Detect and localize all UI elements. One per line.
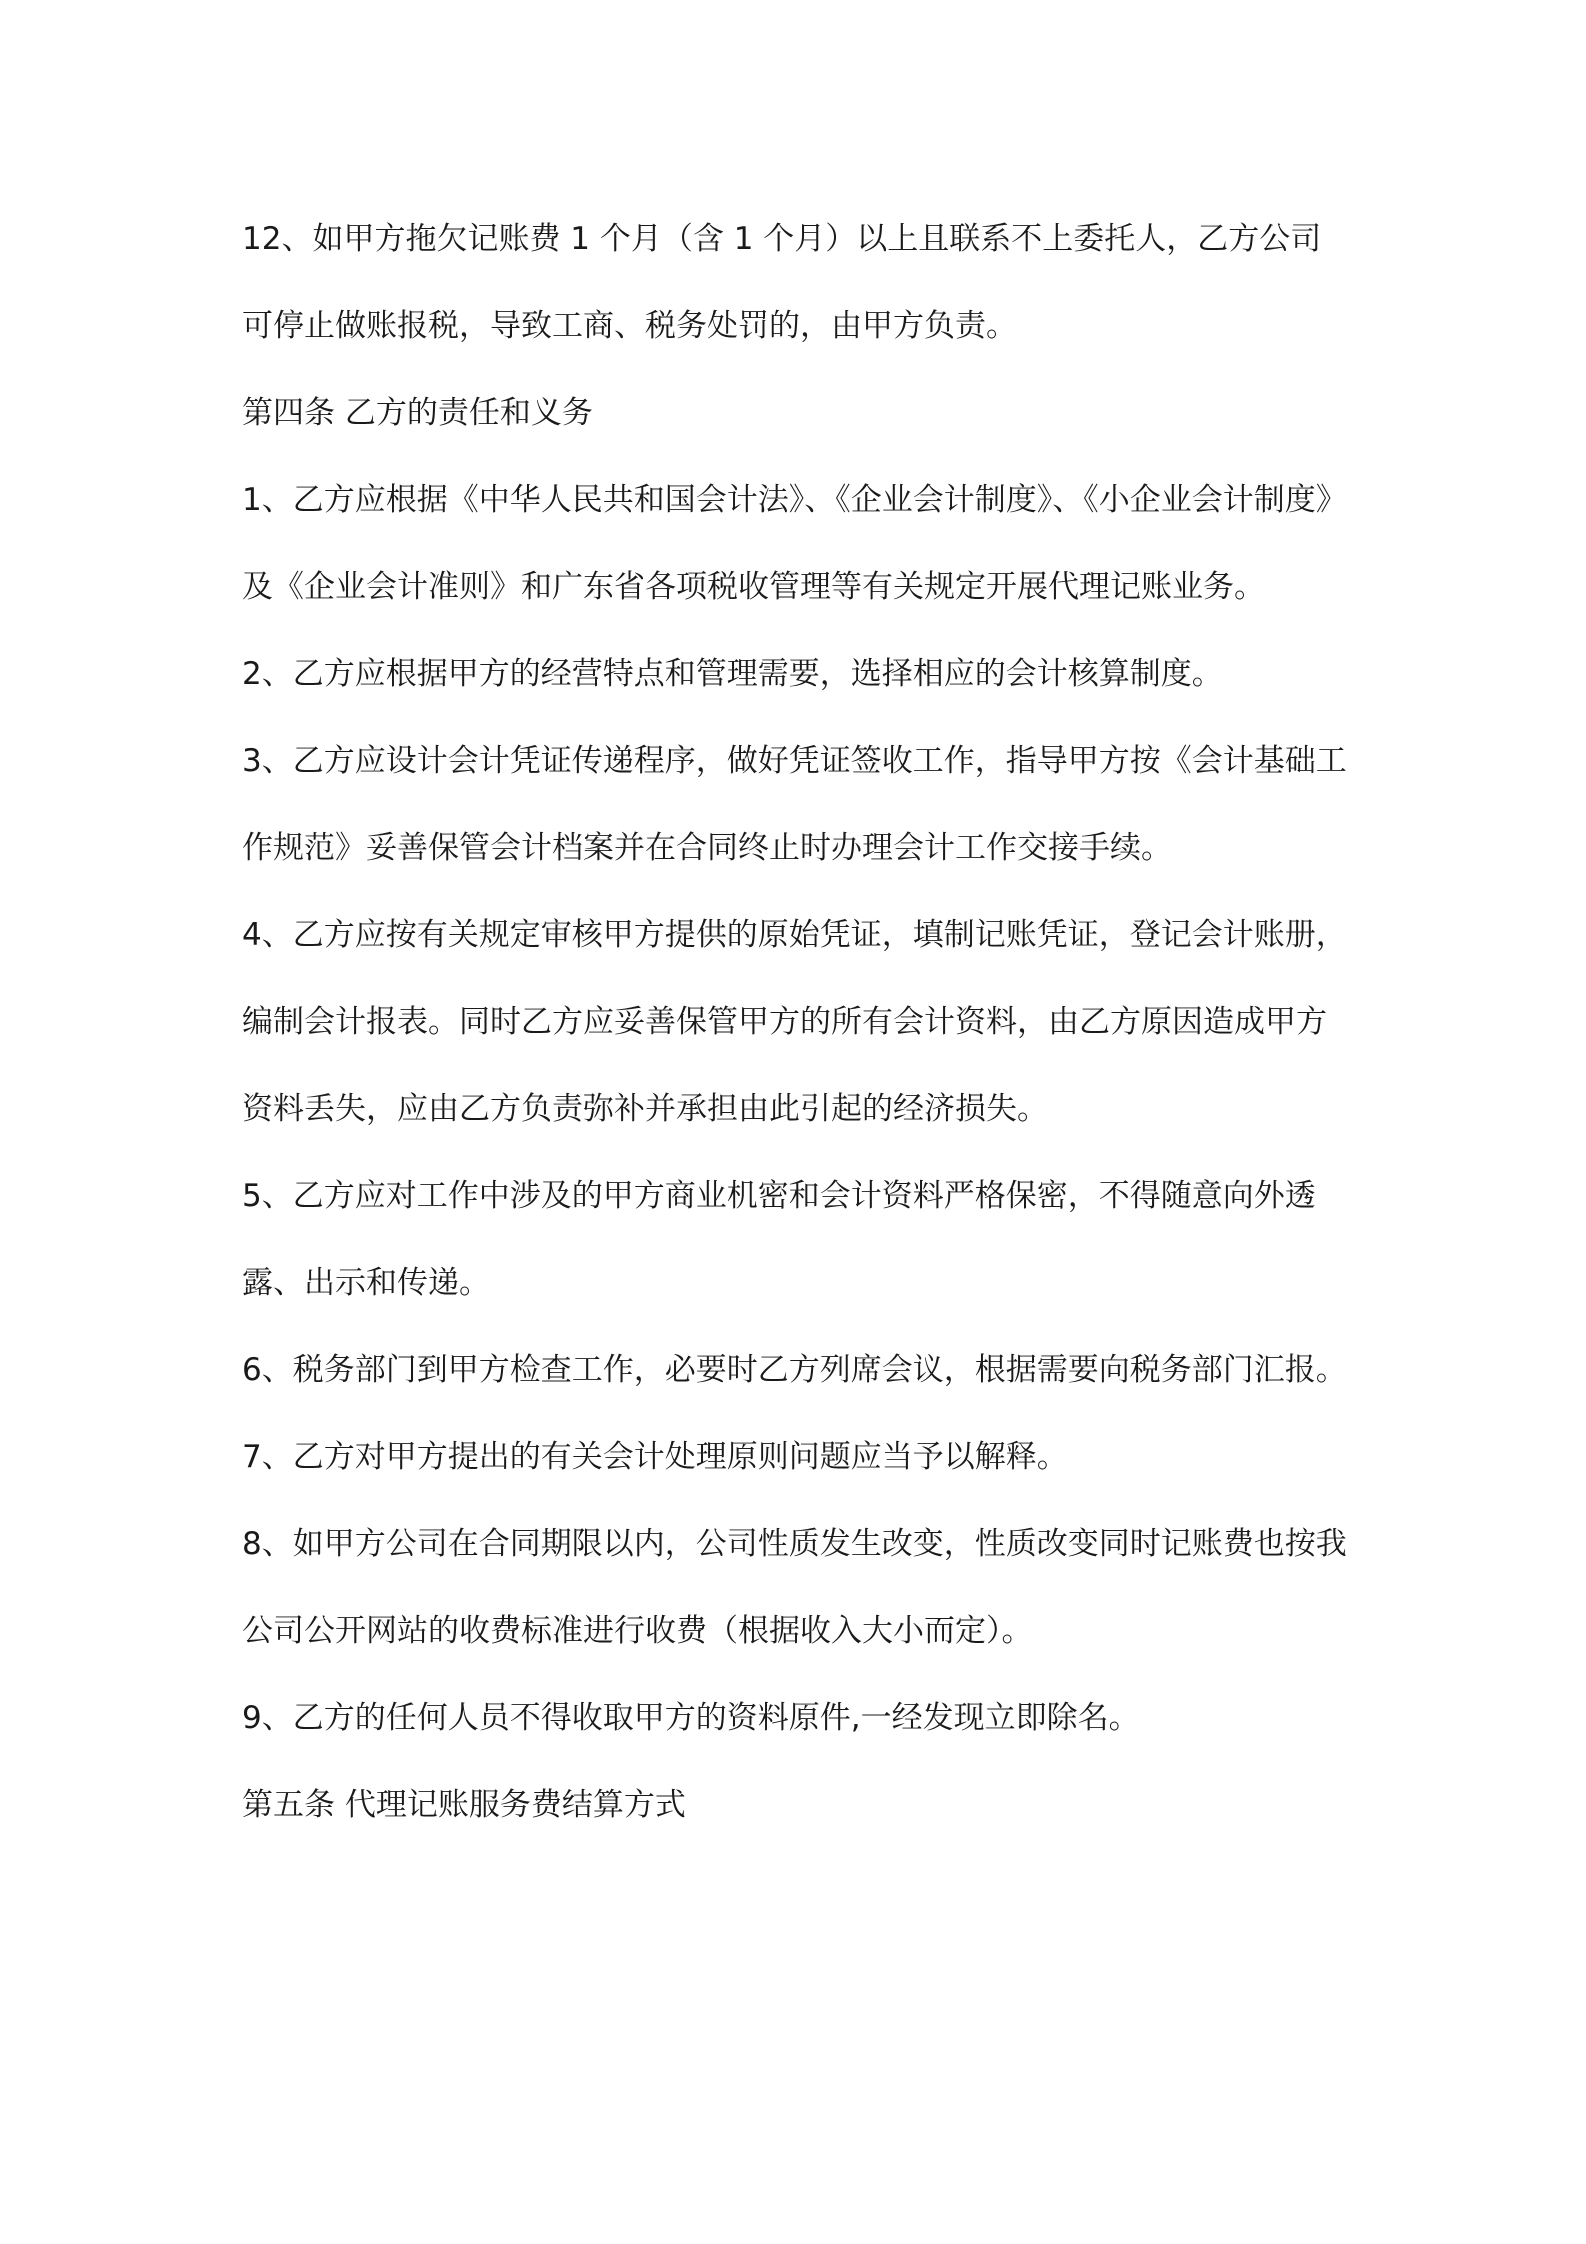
article-4-heading: 第四条 乙方的责任和义务 [242,395,593,431]
clause-4-item-2: 2、乙方应根据甲方的经营特点和管理需要，选择相应的会计核算制度。 [242,656,1223,692]
clause-4-item-9: 9、乙方的任何人员不得收取甲方的资料原件,一经发现立即除名。 [242,1700,1140,1736]
document-body [242,196,1352,1849]
clause-4-item-1: 1、乙方应根据《中华人民共和国会计法》、《企业会计制度》、《小企业会计制度》及《企业会计准则》和广东省各项税收管理等有关规定开展代理记账业务。 [242,482,1347,605]
clause-4-item-8: 8、如甲方公司在合同期限以内，公司性质发生改变，性质改变同时记账费也按我公司公开网站的收费标准进行收费（根据收入大小而定）。 [242,1526,1347,1649]
article-5-heading: 第五条 代理记账服务费结算方式 [242,1787,686,1823]
clause-3-item-12: 12、如甲方拖欠记账费 1 个月（含 1 个月）以上且联系不上委托人，乙方公司可停止做账报税，导致工商、税务处罚的，由甲方负责。 [242,221,1322,344]
clause-4-item-6: 6、税务部门到甲方检查工作，必要时乙方列席会议，根据需要向税务部门汇报。 [242,1352,1347,1388]
clause-4-item-3: 3、乙方应设计会计凭证传递程序，做好凭证签收工作，指导甲方按《会计基础工作规范》妥善保管会计档案并在合同终止时办理会计工作交接手续。 [242,743,1347,866]
clause-4-item-4: 4、乙方应按有关规定审核甲方提供的原始凭证，填制记账凭证，登记会计账册，编制会计报表。同时乙方应妥善保管甲方的所有会计资料，由乙方原因造成甲方资料丢失，应由乙方负责弥补并承担由此引起的经济损失。 [242,917,1347,1127]
clause-4-item-7: 7、乙方对甲方提出的有关会计处理原则问题应当予以解释。 [242,1439,1068,1475]
clause-4-item-5: 5、乙方应对工作中涉及的甲方商业机密和会计资料严格保密，不得随意向外透露、出示和传递。 [242,1178,1316,1301]
